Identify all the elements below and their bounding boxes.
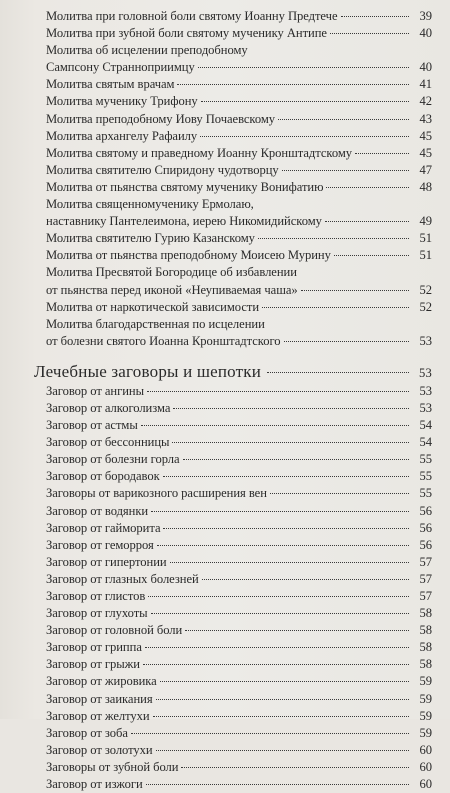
toc-entry-line <box>46 42 432 59</box>
dot-leader <box>151 613 409 614</box>
toc-entry <box>46 247 432 264</box>
toc-entry-line <box>46 605 432 622</box>
toc-entry-text: Молитва святителю Спиридону чудотворцу <box>46 162 279 177</box>
toc-entry-line <box>46 213 432 230</box>
dot-leader <box>262 307 409 308</box>
dot-leader <box>183 459 409 460</box>
toc-entry <box>46 537 432 554</box>
dot-leader <box>170 562 409 563</box>
toc-entry <box>46 708 432 725</box>
toc-entry <box>46 742 432 759</box>
toc-entry-line <box>46 725 432 742</box>
page-number: 57 <box>419 589 432 603</box>
dot-leader <box>326 187 409 188</box>
page-number: 45 <box>419 145 432 160</box>
toc-entry-text: Молитва святому и праведному Иоанну Кронштадтскому <box>46 145 353 160</box>
page-number: 60 <box>419 759 432 774</box>
page-number: 56 <box>419 537 432 552</box>
dot-leader <box>173 408 409 409</box>
toc-entry <box>46 451 432 468</box>
toc-entry-line <box>46 299 432 316</box>
page-number: 53 <box>419 400 432 415</box>
toc-entry-text: Заговор от заикания <box>46 691 153 706</box>
toc-entry-line <box>46 537 432 554</box>
toc-entry <box>46 42 432 76</box>
toc-entry-line <box>46 383 432 400</box>
dot-leader <box>284 341 409 342</box>
page-number: 58 <box>419 606 432 621</box>
toc-entry <box>46 776 432 793</box>
toc-entry-text: Заговор от зоба <box>46 725 128 740</box>
toc-entry <box>46 145 432 162</box>
dot-leader <box>198 67 409 68</box>
dot-leader <box>131 733 409 734</box>
toc-entry-text: Молитва священномученику Ермолаю, <box>46 197 254 212</box>
dot-leader <box>341 16 410 17</box>
toc-entry-text: Молитва от пьянства святому мученику Вонифатию <box>46 179 324 194</box>
page-number: 60 <box>419 742 432 757</box>
toc-entry <box>46 605 432 622</box>
toc-entry-text: Заговор от грыжи <box>46 657 140 672</box>
dot-leader <box>282 170 409 171</box>
page-number: 40 <box>419 60 432 75</box>
page-number: 43 <box>419 111 432 126</box>
toc-entry-text: Молитва об исцелении преподобному <box>46 43 248 58</box>
dot-leader <box>156 699 409 700</box>
page-number: 60 <box>419 777 432 792</box>
toc-entry <box>46 588 432 605</box>
dot-leader <box>301 290 409 291</box>
toc-entry-line <box>46 639 432 656</box>
dot-leader <box>172 442 409 443</box>
toc-entry <box>46 503 432 520</box>
toc-entry-text: Заговор от глазных болезней <box>46 571 199 586</box>
page-number: 39 <box>419 9 432 23</box>
toc-entry-line <box>46 145 432 162</box>
toc-entry <box>46 725 432 742</box>
toc-entry <box>46 759 432 776</box>
dot-leader <box>355 153 409 154</box>
page-number: 59 <box>419 691 432 706</box>
toc-entry-line <box>46 162 432 179</box>
toc-entry-text: Заговор от изжоги <box>46 777 143 792</box>
toc-entry-text: Заговор от глухоты <box>46 606 148 621</box>
toc-entry-text: Молитва от наркотической зависимости <box>46 299 260 314</box>
toc-entry-text: Заговор от болезни горла <box>46 452 180 467</box>
toc-entry <box>46 434 432 451</box>
toc-entry-line <box>46 742 432 759</box>
dot-leader <box>148 596 409 597</box>
toc-entry-line <box>46 93 432 110</box>
toc-entry-line <box>46 622 432 639</box>
toc-entry-text: Молитва преподобному Иову Почаевскому <box>46 111 276 126</box>
dot-leader <box>258 238 409 239</box>
toc-entry <box>46 76 432 93</box>
toc-entry <box>46 400 432 417</box>
toc-entry <box>46 316 432 350</box>
dot-leader <box>143 664 409 665</box>
toc-entry-text: Заговор от жировика <box>46 674 157 689</box>
toc-entry-line <box>46 588 432 605</box>
toc-entry <box>46 179 432 196</box>
dot-leader <box>163 528 409 529</box>
toc-entry-line <box>46 400 432 417</box>
toc-entry-text: Заговор от бессонницы <box>46 435 170 450</box>
toc-entry-line <box>46 196 432 213</box>
toc-entry-line <box>46 503 432 520</box>
toc-entry-line <box>46 417 432 434</box>
toc-entry-text: Молитва святителю Гурию Казанскому <box>46 231 255 246</box>
toc-entry-line <box>46 434 432 451</box>
toc-entry-text: Заговор от желтухи <box>46 708 150 723</box>
toc-entry-line <box>46 776 432 793</box>
toc-entry <box>46 383 432 400</box>
toc-entry-line <box>46 247 432 264</box>
toc-entry-line <box>46 485 432 502</box>
page-number: 55 <box>419 469 432 484</box>
page-number: 49 <box>419 214 432 229</box>
toc-entry-text: Молитва архангелу Рафаилу <box>46 128 198 143</box>
page-number: 59 <box>419 674 432 689</box>
dot-leader <box>146 784 409 785</box>
page-number: 55 <box>419 452 432 467</box>
page-number: 57 <box>419 554 432 569</box>
toc-entry-text: Заговор от ангины <box>46 383 145 398</box>
toc-entry-line <box>46 282 432 299</box>
toc-entry <box>46 485 432 502</box>
toc-entry-line <box>46 571 432 588</box>
toc-entry-text: от болезни святого Иоанна Кронштадтского <box>46 333 281 348</box>
toc-entry-text: Заговор от гайморита <box>46 520 161 535</box>
dot-leader <box>160 681 409 682</box>
toc-entry <box>46 639 432 656</box>
toc-entry-line <box>46 333 432 350</box>
toc-entry-text: Заговор от гипертонии <box>46 554 167 569</box>
dot-leader <box>153 716 409 717</box>
toc-entry <box>46 162 432 179</box>
page-number: 52 <box>419 299 432 314</box>
toc-entry <box>46 673 432 690</box>
page-number: 48 <box>419 179 432 194</box>
toc-entry-line <box>46 25 432 42</box>
toc-entry <box>46 520 432 537</box>
toc-entry-line <box>46 59 432 76</box>
toc-entry-text: наставнику Пантелеимона, иерею Никомидийскому <box>46 214 322 229</box>
dot-leader <box>163 476 409 477</box>
page-number: 53 <box>419 365 432 380</box>
toc-entry-line <box>46 673 432 690</box>
toc-entry <box>46 196 432 230</box>
page-number: 56 <box>419 503 432 518</box>
toc-entry <box>46 468 432 485</box>
dot-leader <box>267 372 409 373</box>
page-number: 51 <box>419 231 432 246</box>
toc-entry <box>46 264 432 298</box>
toc-entry-line <box>46 708 432 725</box>
toc-entry <box>46 230 432 247</box>
dot-leader <box>270 493 409 494</box>
toc-entry <box>46 299 432 316</box>
toc-entry <box>46 691 432 708</box>
toc-entry-text: Заговор от глистов <box>46 589 146 603</box>
toc-entry-line <box>46 554 432 571</box>
toc-entry <box>46 111 432 128</box>
toc-entry <box>46 8 432 25</box>
toc-entry-text: Заговор от алкоголизма <box>46 400 171 415</box>
section-title: Лечебные заговоры и шепотки <box>34 361 262 381</box>
toc-entry-text: Молитва благодарственная по исцелении <box>46 316 265 331</box>
toc-entry-text: Заговор от золотухи <box>46 742 153 757</box>
page-number: 58 <box>419 623 432 638</box>
dot-leader <box>156 750 409 751</box>
page-number: 54 <box>419 418 432 433</box>
toc-entry <box>46 128 432 145</box>
dot-leader <box>325 221 409 222</box>
toc-entry <box>46 554 432 571</box>
toc-entry <box>46 622 432 639</box>
toc-entry-line <box>46 451 432 468</box>
dot-leader <box>145 647 409 648</box>
dot-leader <box>278 119 409 120</box>
toc-entry-text: Заговор от головной боли <box>46 623 183 638</box>
page-number: 41 <box>419 77 432 92</box>
toc-entry-text: от пьянства перед иконой «Неупиваемая чаша» <box>46 282 298 297</box>
dot-leader <box>181 767 409 768</box>
toc-entry-line <box>46 230 432 247</box>
dot-leader <box>177 84 409 85</box>
dot-leader <box>330 33 409 34</box>
dot-leader <box>200 136 409 137</box>
dot-leader <box>202 579 409 580</box>
dot-leader <box>151 511 409 512</box>
toc-entry <box>46 93 432 110</box>
toc-entry <box>46 571 432 588</box>
toc-entry-text: Заговор от геморроя <box>46 537 154 552</box>
toc-entry-text: Заговор от гриппа <box>46 640 142 655</box>
toc-entry-text: Заговор от водянки <box>46 503 149 518</box>
toc-entry-line <box>46 76 432 93</box>
toc-entry-text: Молитва мученику Трифону <box>46 94 198 109</box>
page-number: 53 <box>419 383 432 398</box>
toc-entry-text: Молитва Пресвятой Богородице об избавлении <box>46 265 297 280</box>
dot-leader <box>334 255 409 256</box>
toc-entry-line <box>46 128 432 145</box>
toc-entry-text: Молитва от пьянства преподобному Моисею Мурину <box>46 248 331 263</box>
page-number: 58 <box>419 657 432 672</box>
toc-entry <box>46 656 432 673</box>
toc-entry-line <box>46 111 432 128</box>
page-number: 51 <box>419 248 432 263</box>
toc-entry-line <box>46 179 432 196</box>
toc-entry-line <box>46 264 432 281</box>
toc-entry-text: Заговор от бородавок <box>46 469 160 484</box>
page-number: 52 <box>419 282 432 297</box>
page-number: 58 <box>419 640 432 655</box>
page-number: 45 <box>419 128 432 143</box>
table-of-contents <box>34 0 432 793</box>
dot-leader <box>147 391 409 392</box>
toc-entry-text: Заговоры от варикозного расширения вен <box>46 486 267 501</box>
page-number: 42 <box>419 94 432 109</box>
toc-entry-line <box>46 468 432 485</box>
toc-entry-text: Заговоры от зубной боли <box>46 759 179 774</box>
page-number: 40 <box>419 26 432 41</box>
toc-entry-text: Молитва святым врачам <box>46 77 175 92</box>
toc-entry <box>46 417 432 434</box>
page-number: 47 <box>419 162 432 177</box>
page-number: 53 <box>419 333 432 348</box>
section-heading <box>34 361 432 384</box>
toc-entry-line <box>46 8 432 25</box>
toc-entry-text: Заговор от астмы <box>46 418 138 433</box>
toc-entry-line <box>46 691 432 708</box>
dot-leader <box>157 545 409 546</box>
toc-entry-line <box>46 520 432 537</box>
page-number: 59 <box>419 708 432 723</box>
toc-entry-line <box>46 316 432 333</box>
toc-entry-line <box>46 656 432 673</box>
page-number: 55 <box>419 486 432 501</box>
toc-entry-line <box>46 759 432 776</box>
toc-entry-text: Молитва при зубной боли святому мученику Антипе <box>46 26 327 41</box>
dot-leader <box>201 101 409 102</box>
page-number: 56 <box>419 520 432 535</box>
toc-entry <box>46 25 432 42</box>
page-number: 57 <box>419 571 432 586</box>
toc-entry-text: Молитва при головной боли святому Иоанну Предтече <box>46 9 338 23</box>
dot-leader <box>141 425 409 426</box>
dot-leader <box>185 630 409 631</box>
page-number: 54 <box>419 435 432 450</box>
page-number: 59 <box>419 725 432 740</box>
toc-entry-text: Сампсону Странноприимцу <box>46 60 195 75</box>
